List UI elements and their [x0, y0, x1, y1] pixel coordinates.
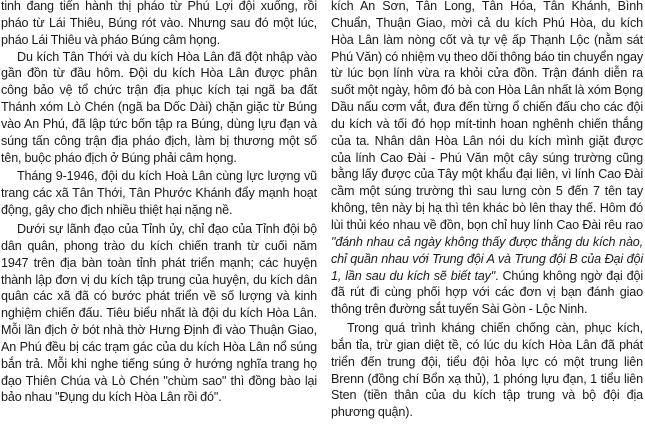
left-paragraph-3: Tháng 9-1946, đội du kích Hoà Lân cùng lực lượng vũ trang các xã Tân Thới, Tân Phước Khánh đẩy mạnh hoạt động, gây cho địch nhiều thiệt hại nặng nề.	[1, 169, 317, 218]
left-paragraph-2: Du kích Tân Thới và du kích Hòa Lân đã đột nhập vào gần đồn từ đầu hôm. Đội du kích Hòa Lân được phân công bảo vệ tổ chức trận địa phục kích tại ngã ba đất Thánh xóm Lò Chén (ngã ba Dốc Dài) chặn giặc từ Búng vào An Phú, đã lập tức bốn tập ra Búng, dùng lựu đạn và súng tấn công trận địa pháo địch, làm bị thương một số tên, buộc pháo địch ở Búng phải câm họng.	[1, 49, 317, 165]
right-paragraph-2: Trong quá trình kháng chiến chống càn, phục kích, bắn tỉa, trừ gian diệt tề, có lúc du kích Hòa Lân đã phát triển đến trung đội, tiểu đội hỏa lực có một trung liên Brenn (đồng chí Bổn xạ thủ), 1 phóng lựu đạn, 1 tiểu liên Sten (tiền thân của du kích tập trung và bộ đội địa phương quận).	[331, 321, 643, 420]
right-paragraph-1-text: kích An Sơn, Tân Long, Tân Hóa, Tân Khánh, Bình Chuẩn, Thuận Giao, mời cả du kích Phú Hòa, du kích Hòa Lân làm nòng cốt và tự vệ ấp Thạnh Lộc (nằm sát Phú Văn) có nhiệm vụ theo dõi thông báo tin chuyển ngay từ lúc bọn lính vừa ra khỏi cửa đồn. Trận đánh diễn ra suốt một ngày, hôm đó bà con Hòa Lân nhất là xóm Bọng Dầu nấu cơm vắt, đưa đến từng ổ chiến đấu cho các đội du kích và tối đó họp mít-tinh hoan nghênh chiến thắng của ta. Nhân dân Hòa Lân nói du kích mình giặt được của lính Cao Đài - Phú Văn một cây súng trường cũng bằng lấy được của Tây một khẩu đại liên, vì lính Cao Đài cầm một súng trường thì sau lưng còn 5 đến 7 tên tay không, tên này bị hạ thì tên khác bò lên thay thế. Hôm đó lùi thủi kéo nhau về đồn, bọn chỉ huy lính Cao Đài rêu rao	[331, 0, 643, 232]
cao-dai-quote: "đánh nhau cả ngày không thấy được thằng du kích nào, chỉ quần nhau với Trung đội A và Trung đội B của Đại đội 1, lần sau du kích sẽ biết tay"	[331, 234, 643, 283]
right-paragraph-1-end: . Chúng không ngờ đại đội đã rút đi cùng phối hợp với các đơn vị bạn đánh giao thông trên đường sắt tuyến Sài Gòn - Lộc Ninh.	[331, 268, 644, 317]
left-paragraph-1: tinh đang tiến hành thị pháo từ Phú Lợi đội xuống, rồi pháo từ Lái Thiêu, Búng rót vào. Nhưng sau đó một lúc, pháo Lái Thiêu và pháo Búng câm họng.	[1, 0, 317, 47]
left-paragraph-4: Dưới sự lãnh đạo của Tỉnh ủy, chỉ đạo của Tỉnh đội bộ dân quân, phong trào du kích chiến tranh từ cuối năm 1947 trên địa bàn toàn tỉnh phát triển mạnh; các huyện thành lập đơn vị du kích tập trung của huyện, du kích dân quân các xã đã có bước phát triển về số lượng và kinh nghiệm chiến đấu. Tiêu biểu nhất là đội du kích Hòa Lân. Mỗi lần địch ở bót nhà thờ Hưng Định đi vào Thuận Giao, An Phú đều bị các trạm gác của du kích Hòa Lân nổ súng bắn trả. Mỗi khi nghe tiếng súng ở hướng nghĩa trang họ đạo Thiên Chúa và Lò Chén "chùm sao" thì đồng bào lại bảo nhau "Đụng du kích Hòa Lân rồi đó".	[1, 221, 317, 405]
right-text-column	[331, 0, 643, 421]
left-text-column	[1, 0, 317, 406]
right-paragraph-1	[331, 0, 643, 318]
